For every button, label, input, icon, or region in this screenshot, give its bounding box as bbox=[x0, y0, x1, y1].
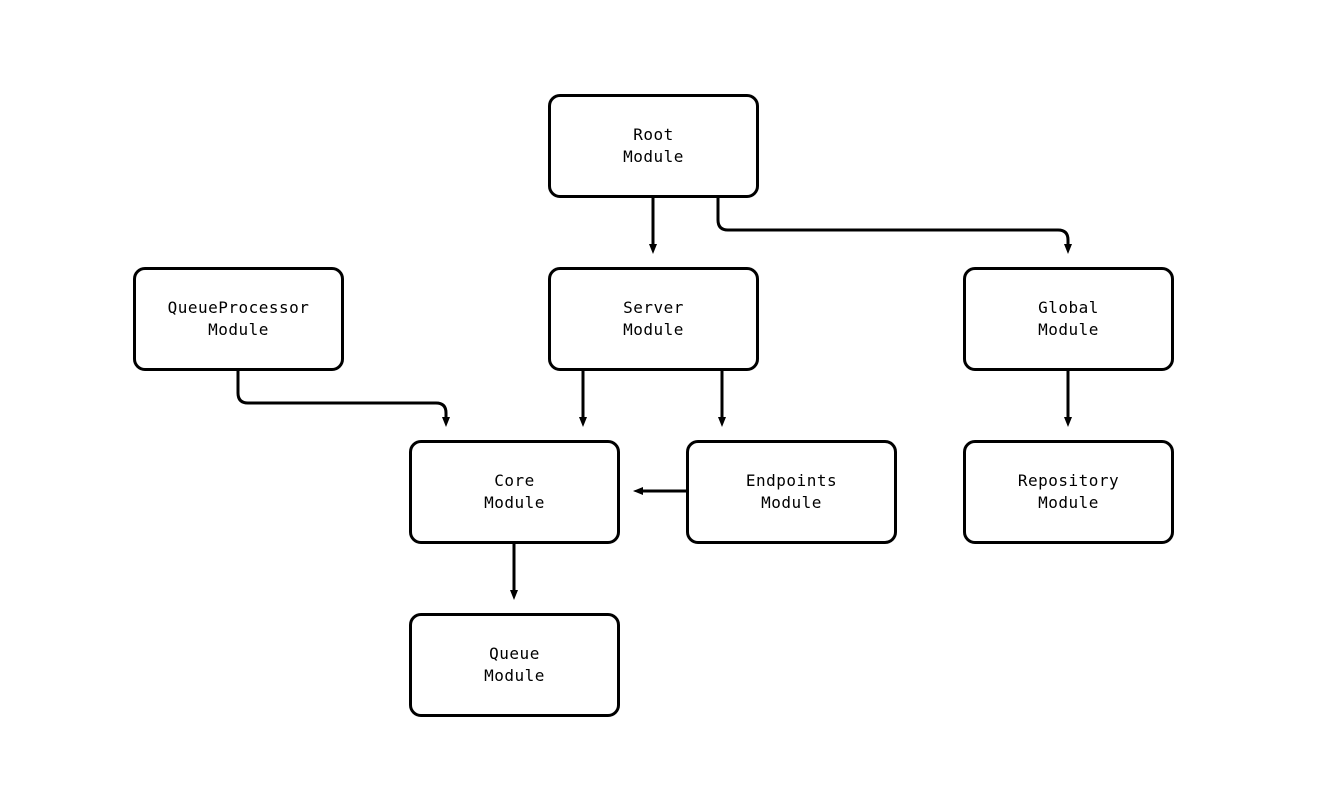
node-endpoints-module-line2: Module bbox=[761, 493, 822, 512]
node-queueprocessor-module-line1: QueueProcessor bbox=[167, 298, 310, 317]
node-queueprocessor-module[interactable] bbox=[133, 267, 344, 371]
node-server-module[interactable] bbox=[548, 267, 759, 371]
node-global-module-line2: Module bbox=[1038, 320, 1099, 339]
node-queue-module-line2: Module bbox=[484, 666, 545, 685]
node-root-module-line2: Module bbox=[623, 147, 684, 166]
node-global-module[interactable] bbox=[963, 267, 1174, 371]
node-server-module-line1: Server bbox=[623, 298, 684, 317]
edge-queueprocessor-to-core bbox=[238, 371, 446, 423]
node-queue-module-line1: Queue bbox=[489, 644, 540, 663]
node-endpoints-module[interactable] bbox=[686, 440, 897, 544]
node-global-module-line1: Global bbox=[1038, 298, 1099, 317]
node-repository-module[interactable] bbox=[963, 440, 1174, 544]
node-queueprocessor-module-line2: Module bbox=[208, 320, 269, 339]
node-core-module-line2: Module bbox=[484, 493, 545, 512]
node-server-module-line2: Module bbox=[623, 320, 684, 339]
node-endpoints-module-line1: Endpoints bbox=[745, 471, 838, 490]
node-root-module-line1: Root bbox=[633, 125, 674, 144]
node-root-module[interactable] bbox=[548, 94, 759, 198]
node-queue-module[interactable] bbox=[409, 613, 620, 717]
node-core-module[interactable] bbox=[409, 440, 620, 544]
edge-root-to-global bbox=[718, 198, 1068, 250]
node-repository-module-line2: Module bbox=[1038, 493, 1099, 512]
node-repository-module-line1: Repository bbox=[1017, 471, 1120, 490]
node-core-module-line1: Core bbox=[494, 471, 535, 490]
